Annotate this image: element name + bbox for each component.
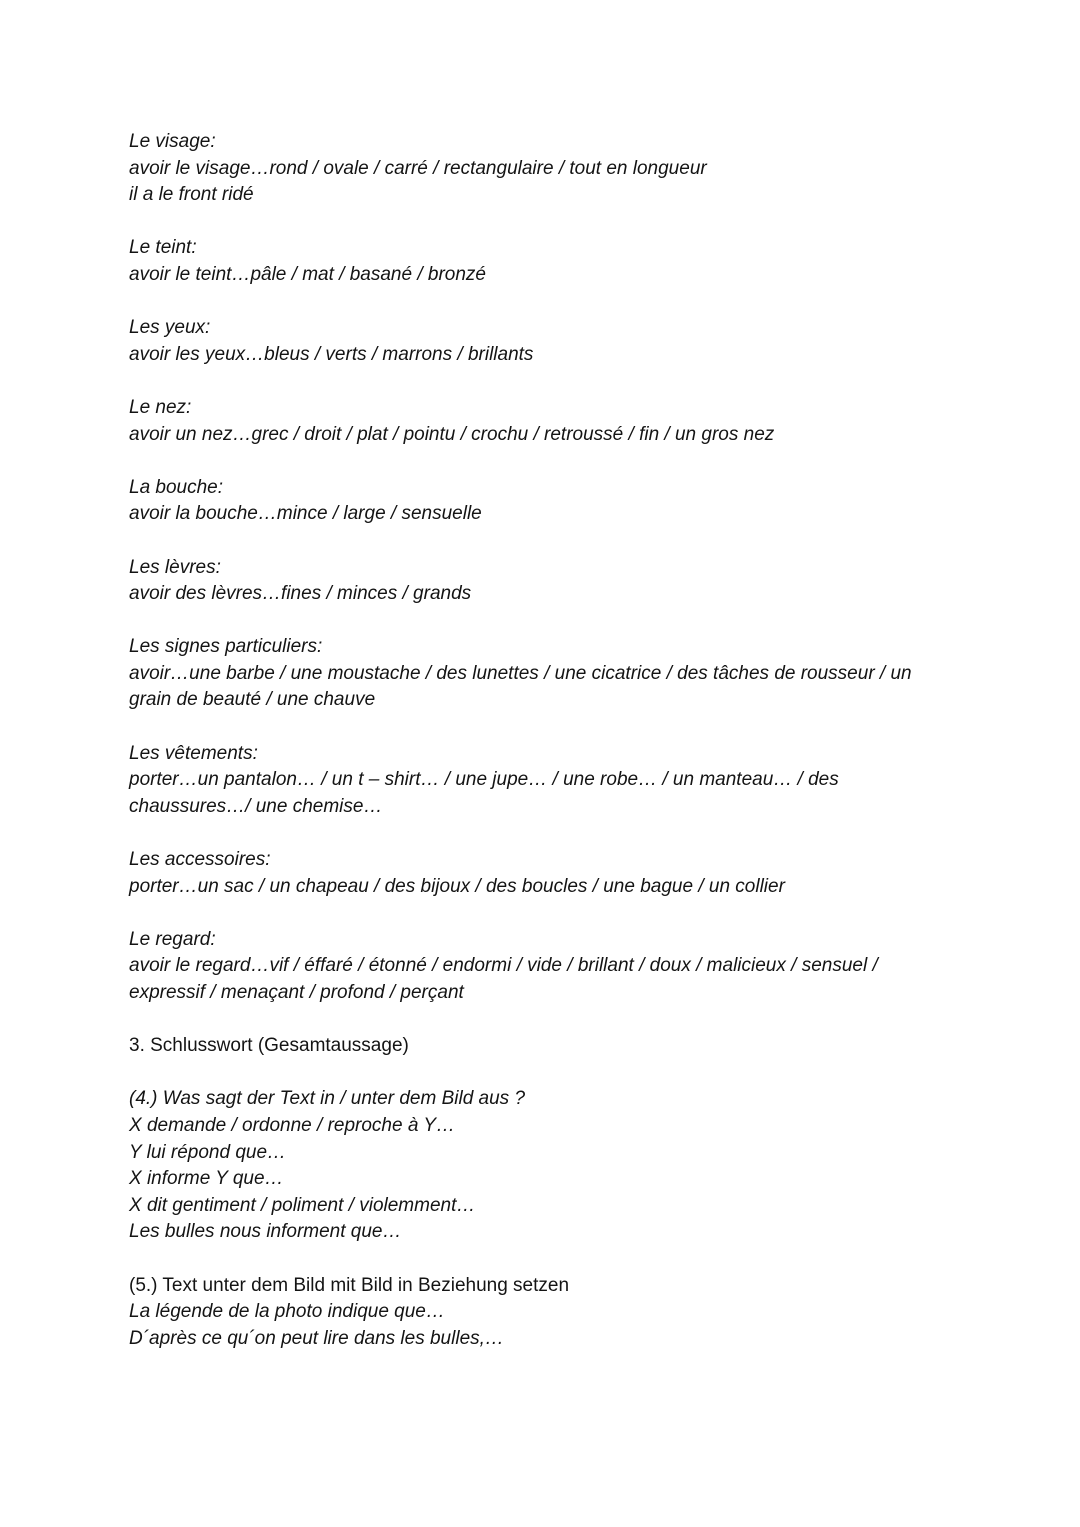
section-line: avoir des lèvres…fines / minces / grands [129, 583, 472, 605]
section-text-unter-bild [129, 1273, 959, 1353]
section-line: X dit gentiment / poliment / violemment… [129, 1194, 476, 1216]
section-heading: (5.) Text unter dem Bild mit Bild in Beziehung setzen [129, 1274, 570, 1296]
section-line: Les bulles nous informent que… [129, 1221, 402, 1243]
section-line: avoir le regard…vif / éffaré / étonné / endormi / vide / brillant / doux / malicieux / sensuel / [129, 955, 878, 977]
section-heading: Les yeux: [129, 317, 211, 339]
section-accessoires [129, 847, 959, 900]
section-teint [129, 235, 959, 288]
section-vetements [129, 741, 959, 821]
section-line: Y lui répond que… [129, 1141, 287, 1163]
section-heading: La bouche: [129, 476, 224, 498]
section-line: avoir le teint…pâle / mat / basané / bronzé [129, 263, 486, 285]
section-nez [129, 395, 959, 448]
section-heading: (4.) Was sagt der Text in / unter dem Bild aus ? [129, 1088, 526, 1110]
section-line: porter…un pantalon… / un t – shirt… / une jupe… / une robe… / un manteau… / des [129, 769, 839, 791]
section-line: avoir un nez…grec / droit / plat / pointu / crochu / retroussé / fin / un gros nez [129, 423, 775, 445]
section-bouche [129, 475, 959, 528]
section-heading: Le nez: [129, 396, 192, 418]
section-line: avoir le visage…rond / ovale / carré / rectangulaire / tout en longueur [129, 157, 707, 179]
section-line: X demande / ordonne / reproche à Y… [129, 1114, 456, 1136]
section-line: La légende de la photo indique que… [129, 1301, 445, 1323]
section-heading: Les accessoires: [129, 849, 271, 871]
section-line: avoir la bouche…mince / large / sensuelle [129, 503, 482, 525]
section-line: D´après ce qu´on peut lire dans les bulles,… [129, 1327, 504, 1349]
section-heading: Les vêtements: [129, 742, 258, 764]
section-heading: Le visage: [129, 131, 216, 152]
section-line: avoir les yeux…bleus / verts / marrons / brillants [129, 343, 534, 365]
section-yeux [129, 315, 959, 368]
section-line: expressif / menaçant / profond / perçant [129, 982, 464, 1003]
section-line: chaussures…/ une chemise… [129, 795, 383, 817]
section-signes-particuliers [129, 634, 959, 714]
section-line: avoir…une barbe / une moustache / des lunettes / une cicatrice / des tâches de rousseur / un [129, 662, 912, 684]
section-heading: Le regard: [129, 928, 216, 950]
section-line: grain de beauté / une chauve [129, 689, 376, 711]
section-line: X informe Y que… [129, 1168, 284, 1190]
section-line: il a le front ridé [129, 184, 254, 206]
section-text-im-bild [129, 1086, 959, 1246]
section-visage [129, 129, 959, 209]
section-schlusswort [129, 1033, 959, 1060]
vocabulary-list [129, 129, 959, 1352]
section-heading: Les signes particuliers: [129, 636, 323, 658]
section-regard [129, 927, 959, 1007]
section-heading: 3. Schlusswort (Gesamtaussage) [129, 1035, 409, 1057]
section-levres [129, 555, 959, 608]
section-line: porter…un sac / un chapeau / des bijoux / des boucles / une bague / un collier [129, 875, 785, 897]
section-heading: Le teint: [129, 237, 197, 259]
section-heading: Les lèvres: [129, 556, 221, 578]
